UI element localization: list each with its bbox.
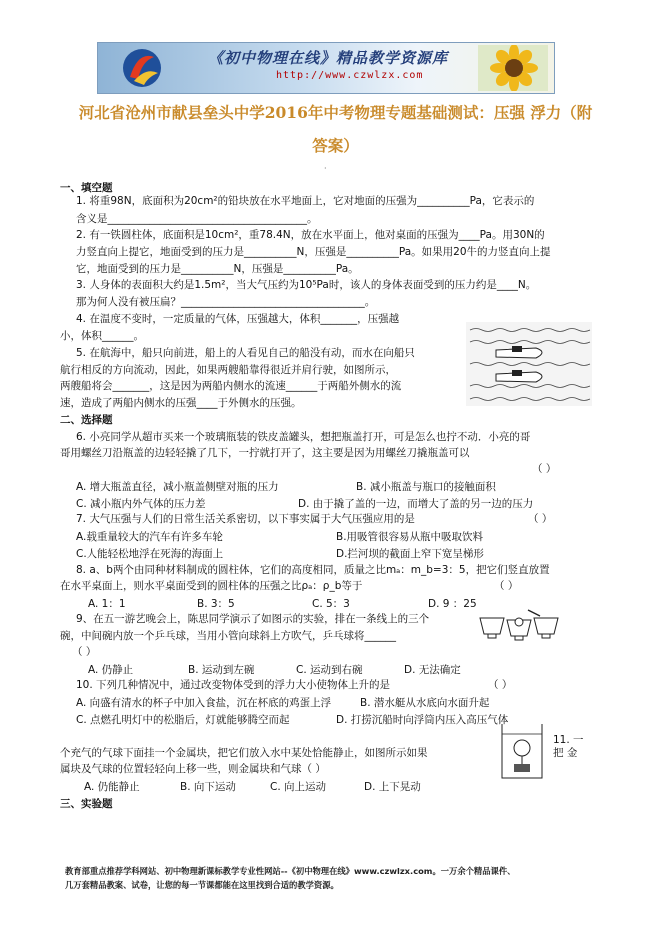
- blow-tube: [528, 610, 540, 616]
- q11-number: 11. 一: [553, 734, 584, 746]
- q2-line-a: 2. 有一铁圆柱体，底面积是10cm²，重78.4N，放在水平面上，他对桌面的压强为____Pa。用30N的: [76, 229, 545, 241]
- q4-line-b: 小，体积______。: [60, 330, 144, 342]
- q11-line-a-end: 把 金: [553, 747, 578, 759]
- q7-option-c: C.人能轻松地浮在死海的海面上: [76, 548, 224, 560]
- q5-line-a: 5. 在航海中，船只向前进，船上的人看见自己的船没有动，而水在向船只: [76, 347, 415, 359]
- separator-dot: ·: [324, 164, 327, 173]
- q10-line-a: 10. 下列几种情况中，通过改变物体受到的浮力大小使物体上升的是: [76, 679, 391, 691]
- q11-option-a: A. 仍能静止: [84, 781, 140, 793]
- banner-url[interactable]: http://www.czwlzx.com: [276, 70, 424, 81]
- q7-option-d: D.拦河坝的截面上窄下宽呈梯形: [336, 548, 484, 560]
- section-fill-in: 一、填空题: [60, 182, 113, 194]
- footer-line-2: 几万套精品教案、试卷，让您的每一节课都能在这里找到合适的教学资源。: [65, 880, 339, 890]
- q8-paren: （ ）: [494, 580, 519, 592]
- sunflower-image: [478, 45, 548, 91]
- header-banner: [97, 42, 555, 94]
- q9-option-b: B. 运动到左碗: [188, 664, 255, 676]
- q11-option-d: D. 上下晃动: [364, 781, 421, 793]
- q10-option-b: B. 潜水艇从水底向水面升起: [360, 697, 490, 709]
- q8-option-b: B. 3：5: [197, 598, 235, 610]
- q5-line-b: 航行相反的方向流动，因此，如果两艘船靠得很近并肩行驶，如图所示，: [60, 364, 396, 376]
- q9-option-d: D. 无法确定: [404, 664, 461, 676]
- q6-paren: （ ）: [532, 463, 557, 475]
- q7-option-a: A.载重量较大的汽车有许多车轮: [76, 531, 223, 543]
- q10-paren: （ ）: [488, 679, 513, 691]
- footer: [65, 864, 605, 892]
- q7-option-b: B.用吸管很容易从瓶中吸取饮料: [336, 531, 484, 543]
- q3-line-b: 那为何人没有被压扁？___________________________________。: [76, 296, 376, 308]
- banner-title: 《初中物理在线》精品教学资源库: [208, 49, 449, 67]
- q11-option-b: B. 向下运动: [180, 781, 236, 793]
- q8-option-c: C. 5：3: [312, 598, 350, 610]
- q4-line-a: 4. 在温度不变时，一定质量的气体，压强越大，体积_______，压强越: [76, 313, 400, 325]
- q9-option-c: C. 运动到右碗: [296, 664, 363, 676]
- q8-line-b: 在水平桌面上，则水平桌面受到的圆柱体的压强之比ρₐ：ρ_b等于: [60, 580, 363, 592]
- q9-line-a: 9、在五一游艺晚会上，陈思同学演示了如图示的实验，排在一条线上的三个: [76, 613, 430, 625]
- section-choice: 二、选择题: [60, 414, 113, 426]
- q2-line-b: 力竖直向上提它，地面受到的压力是__________N，压强是__________Pa。如果用20牛的力竖直向上提: [76, 246, 551, 258]
- q8-line-a: 8. a、b两个由同种材料制成的圆柱体，它们的高度相同，质量之比mₐ：m_b=3：5，把它们竖直放置: [76, 564, 550, 576]
- site-logo: [120, 47, 164, 89]
- q9-paren: （ ）: [72, 646, 97, 658]
- section-experiment: 三、实验题: [60, 798, 113, 810]
- q7-paren: （ ）: [528, 513, 553, 525]
- q5-line-c: 两艘船将会_______，这是因为两船内侧水的流速______于两船外侧水的流: [60, 380, 402, 392]
- q6-line-a: 6. 小亮同学从超市买来一个玻璃瓶装的铁皮盖罐头，想把瓶盖打开，可是怎么也拧不动．小亮的哥: [76, 431, 531, 443]
- title-line-2: 答案）: [312, 136, 359, 155]
- q8-option-d: D. 9 ：25: [428, 598, 477, 610]
- balloon-figure: [500, 722, 544, 780]
- q1-line-a: 1. 将重98N，底面积为20cm²的铅块放在水平地面上，它对地面的压强为__________Pa，它表示的: [76, 195, 535, 207]
- q11-option-c: C. 向上运动: [270, 781, 327, 793]
- footer-line-1: 教育部重点推荐学科网站、初中物理新课标教学专业性网站--《初中物理在线》www.czwlzx.com。一万余个精品课件、: [65, 866, 516, 876]
- document-title: [58, 96, 613, 162]
- q8-option-a: A. 1：1: [88, 598, 126, 610]
- q5-line-d: 速，造成了两船内侧水的压强____于外侧水的压强。: [60, 397, 302, 409]
- q2-line-c: 它，地面受到的压力是__________N，压强是__________Pa。: [76, 263, 359, 275]
- q3-line-a: 3. 人身体的表面积大约是1.5m²，当大气压约为10⁵Pa时，该人的身体表面受到的压力约是____N。: [76, 279, 537, 291]
- q11-line-a: 个充气的气球下面挂一个金属块，把它们放入水中某处恰能静止，如图所示如果: [60, 747, 428, 759]
- q10-option-c: C. 点燃孔明灯中的松脂后，灯就能够腾空而起: [76, 714, 290, 726]
- q6-line-b: 哥用螺丝刀沿瓶盖的边轻轻撬了几下，一拧就打开了，这主要是因为用螺丝刀撬瓶盖可以: [60, 447, 470, 459]
- q9-option-a: A. 仍静止: [88, 664, 134, 676]
- title-line-1: 河北省沧州市献县垒头中学2016年中考物理专题基础测试：压强 浮力（附: [78, 103, 593, 122]
- q10-option-d: D. 打捞沉船时向浮筒内压入高压气体: [336, 714, 509, 726]
- q6-option-d: D. 由于撬了盖的一边，而增大了盖的另一边的压力: [298, 498, 534, 510]
- q1-line-b: 含义是______________________________________。: [76, 213, 318, 225]
- q11-line-b: 属块及气球的位置轻轻向上移一些，则金属块和气球（ ）: [60, 763, 326, 775]
- q9-line-b: 碗，中间碗内放一个乒乓球，当用小管向球斜上方吹气，乒乓球将______: [60, 630, 396, 642]
- q7-line-a: 7. 大气压强与人们的日常生活关系密切，以下事实属于大气压强应用的是: [76, 513, 415, 525]
- q6-option-a: A. 增大瓶盖直径，减小瓶盖侧壁对瓶的压力: [76, 481, 279, 493]
- bowls-figure: [478, 608, 560, 644]
- q6-option-c: C. 减小瓶内外气体的压力差: [76, 498, 206, 510]
- q6-option-b: B. 减小瓶盖与瓶口的接触面积: [356, 481, 496, 493]
- ships-figure: [466, 322, 592, 406]
- q10-option-a: A. 向盛有清水的杯子中加入食盐，沉在杯底的鸡蛋上浮: [76, 697, 332, 709]
